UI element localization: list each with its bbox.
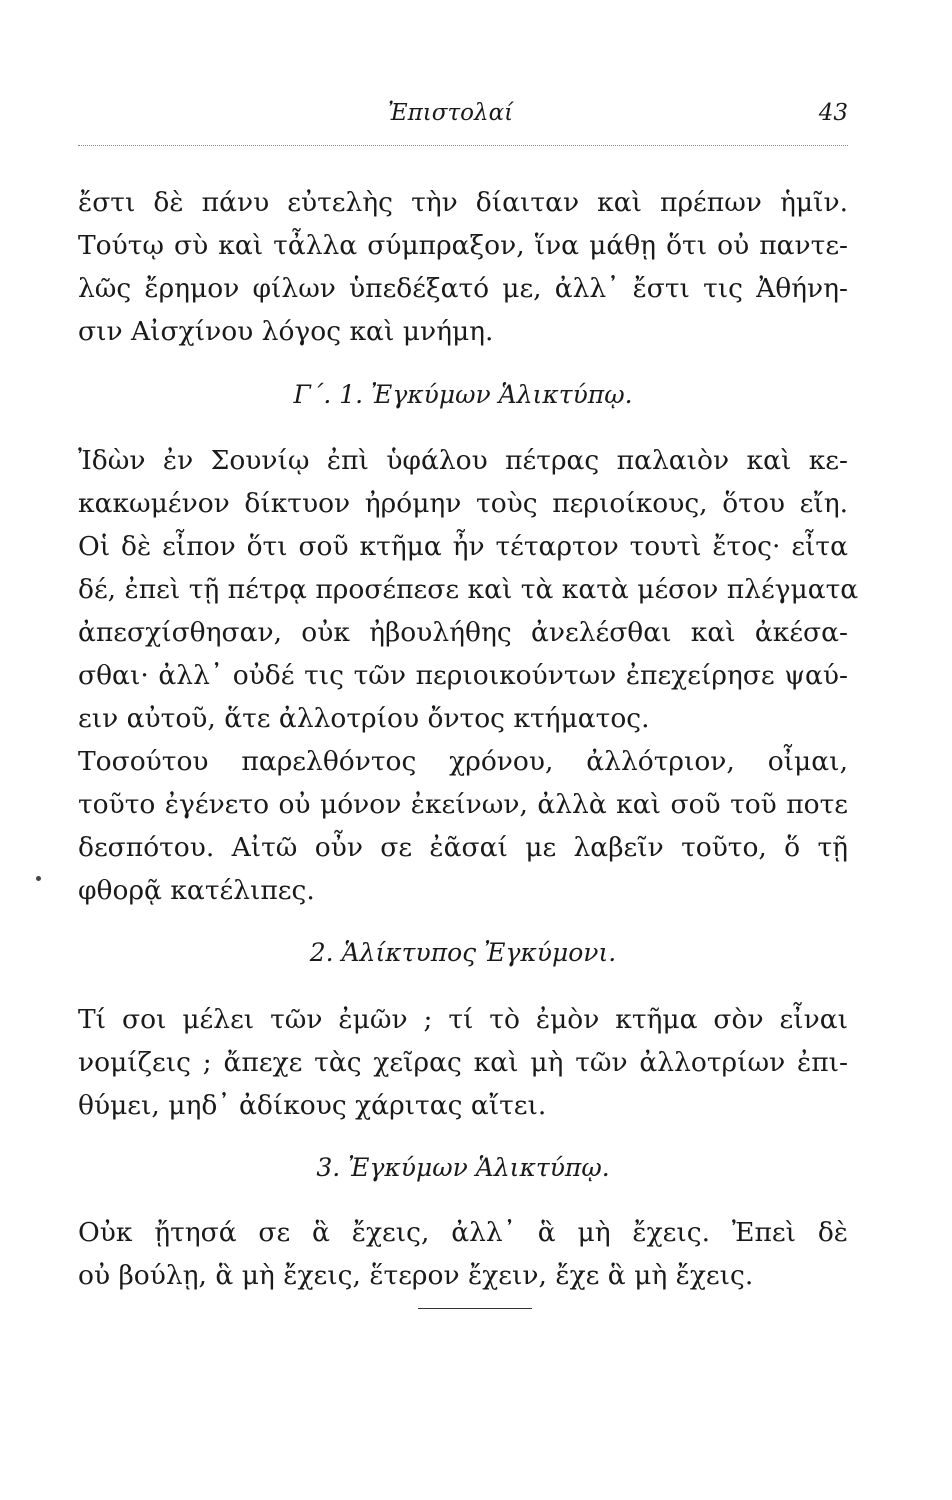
text-line: Ἰδὼν ἐν Σουνίῳ ἐπὶ ὑφάλου πέτρας παλαιὸν καὶ κε- bbox=[78, 445, 848, 476]
text-line: νομίζεις ; ἄπεχε τὰς χεῖρας καὶ μὴ τῶν ἀλλοτρίων ἐπι- bbox=[78, 1047, 848, 1078]
text-line: δεσπότου. Αἰτῶ οὖν σε ἐᾶσαί με λαβεῖν τοῦτο, ὅ τῇ bbox=[78, 832, 848, 863]
letter-heading-1: Γ΄. 1. Ἐγκύμων Ἁλικτύπῳ. bbox=[293, 380, 633, 409]
text-line: σθαι· ἀλλ᾽ οὐδέ τις τῶν περιοικούντων ἐπεχείρησε ψαύ- bbox=[78, 660, 848, 691]
text-line: ειν αὐτοῦ, ἅτε ἀλλοτρίου ὄντος κτήματος. bbox=[78, 703, 650, 734]
page-number: 43 bbox=[818, 100, 848, 126]
text-line: λῶς ἔρημον φίλων ὑπεδέξατό με, ἀλλ᾽ ἔστι τις Ἀθήνη- bbox=[78, 273, 848, 304]
letter-heading-3: 3. Ἐγκύμων Ἁλικτύπῳ. bbox=[316, 1153, 610, 1182]
text-line: δέ, ἐπεὶ τῇ πέτρᾳ προσέπεσε καὶ τὰ κατὰ μέσον πλέγματα bbox=[78, 574, 859, 605]
running-head bbox=[78, 100, 848, 140]
text-line: ἔστι δὲ πάνυ εὐτελὴς τὴν δίαιταν καὶ πρέπων ἡμῖν. bbox=[78, 187, 848, 218]
text-line: Τί σοι μέλει τῶν ἐμῶν ; τί τὸ ἐμὸν κτῆμα σὸν εἶναι bbox=[78, 1004, 848, 1035]
end-rule bbox=[418, 1308, 532, 1309]
text-line: θύμει, μηδ᾽ ἀδίκους χάριτας αἴτει. bbox=[78, 1090, 547, 1121]
text-line: οὐ βούλῃ, ἃ μὴ ἔχεις, ἕτερον ἔχειν, ἔχε ἃ μὴ ἔχεις. bbox=[78, 1260, 754, 1291]
letter-heading-2: 2. Ἁλίκτυπος Ἐγκύμονι. bbox=[309, 938, 617, 967]
text-line: Οὐκ ᾔτησά σε ἃ ἔχεις, ἀλλ᾽ ἃ μὴ ἔχεις. Ἐπεὶ δὲ bbox=[78, 1217, 848, 1248]
text-line: ἀπεσχίσθησαν, οὐκ ἠβουλήθης ἀνελέσθαι καὶ ἀκέσα- bbox=[78, 617, 848, 648]
text-line: Τούτῳ σὺ καὶ τἆλλα σύμπραξον, ἵνα μάθῃ ὅτι οὐ παντε- bbox=[78, 230, 848, 261]
margin-mark bbox=[36, 876, 41, 881]
running-title: Ἐπιστολαί bbox=[388, 100, 514, 126]
text-line: σιν Αἰσχίνου λόγος καὶ μνήμη. bbox=[78, 316, 494, 347]
text-line: Τοσούτου παρελθόντος χρόνου, ἀλλότριον, οἶμαι, bbox=[78, 746, 848, 777]
header-rule bbox=[78, 145, 848, 146]
text-line: κακωμένον δίκτυον ἠρόμην τοὺς περιοίκους, ὅτου εἴη. bbox=[78, 488, 848, 519]
text-line: φθορᾷ κατέλιπες. bbox=[78, 875, 315, 906]
text-line: τοῦτο ἐγένετο οὐ μόνον ἐκείνων, ἀλλὰ καὶ σοῦ τοῦ ποτε bbox=[78, 789, 848, 820]
text-line: Οἱ δὲ εἶπον ὅτι σοῦ κτῆμα ἦν τέταρτον τουτὶ ἔτος· εἶτα bbox=[78, 531, 848, 562]
